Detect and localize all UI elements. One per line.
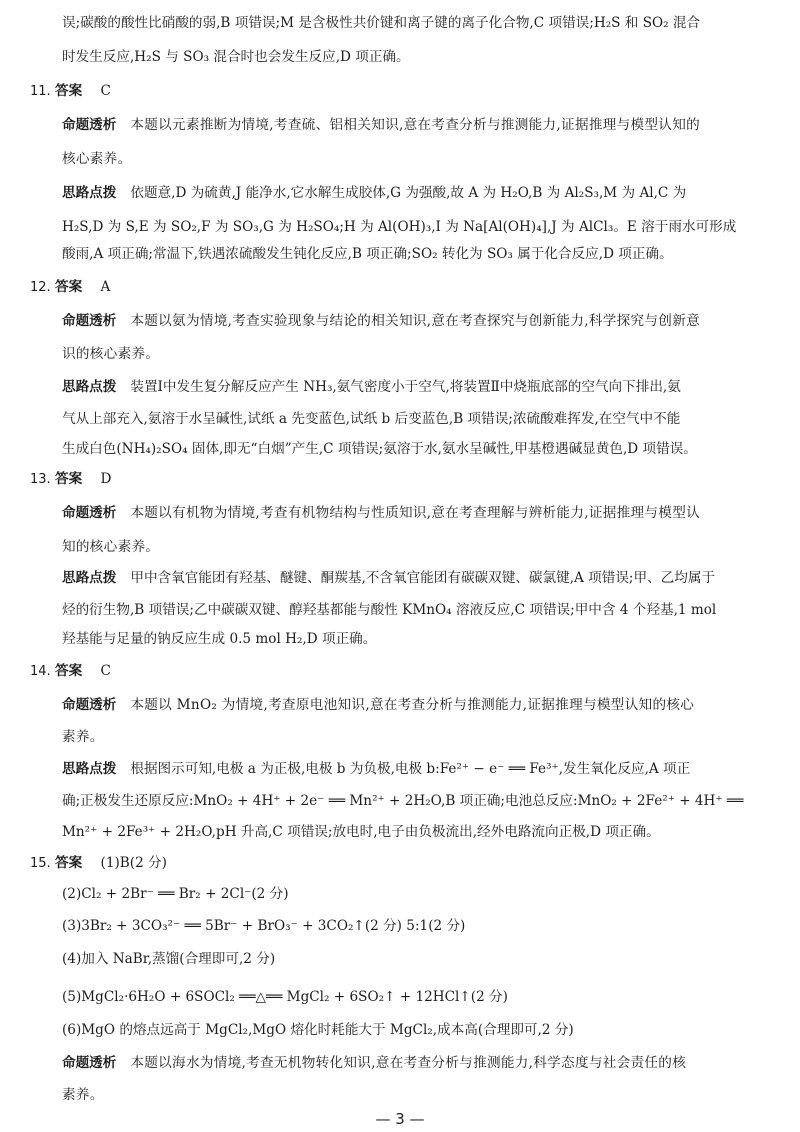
q13-hint-label: 思路点拨 — [62, 570, 117, 586]
q13-analysis-line-1 — [62, 504, 700, 522]
q15-answer-row — [30, 854, 167, 873]
q15-analysis-line-2: 素养。 — [62, 1087, 104, 1103]
q15-answer-4: (4)加入 NaBr,蒸馏(合理即可,2 分) — [62, 951, 276, 967]
page-number: — 3 — — [375, 1110, 425, 1128]
q13-answer-value: D — [100, 471, 112, 487]
q11-hint-label: 思路点拨 — [62, 185, 117, 201]
q14-hint-text: 根据图示可知,电极 a 为正极,电极 b 为负极,电极 b:Fe²⁺ − e⁻ ══ Fe³⁺,发生氧化反应,A 项正 — [130, 761, 691, 777]
q14-answer-value: C — [100, 663, 111, 679]
q14-hint-line-2: 确;正极发生还原反应:MnO₂ + 4H⁺ + 2e⁻ ══ Mn²⁺ + 2H₂O,B 项正确;电池总反应:MnO₂ + 2Fe²⁺ + 4H⁺ ══ — [62, 793, 744, 809]
q13-answer-row — [30, 470, 111, 489]
q15-analysis-text: 本题以海水为情境,考查无机物转化知识,意在考查分析与推测能力,科学态度与社会责任的核 — [130, 1055, 687, 1071]
q14-hint-line-3: Mn²⁺ + 2Fe³⁺ + 2H₂O,pH 升高,C 项错误;放电时,电子由负极流出,经外电路流向正极,D 项正确。 — [62, 824, 660, 840]
q14-number: 14. — [30, 664, 51, 679]
q15-answer-3: (3)3Br₂ + 3CO₃²⁻ ══ 5Br⁻ + BrO₃⁻ + 3CO₂↑(2 分) 5:1(2 分) — [62, 918, 466, 934]
q13-analysis-line-2: 知的核心素养。 — [62, 539, 160, 555]
q11-hint-line-2: H₂S,D 为 S,E 为 SO₂,F 为 SO₃,G 为 H₂SO₄;H 为 Al(OH)₃,I 为 Na[Al(OH)₄],J 为 AlCl₃。E 溶于雨水可形成 — [62, 219, 737, 235]
q11-analysis-line-1 — [62, 116, 700, 134]
q12-analysis-label: 命题透析 — [62, 313, 117, 329]
q15-answer-6: (6)MgO 的熔点远高于 MgCl₂,MgO 熔化时耗能大于 MgCl₂,成本高(合理即可,2 分) — [62, 1022, 574, 1038]
q11-answer-label: 答案 — [55, 83, 83, 99]
q12-hint-label: 思路点拨 — [62, 379, 117, 395]
q11-answer-row — [30, 82, 111, 101]
q11-answer-value: C — [100, 83, 111, 99]
q12-hint-line-1 — [62, 378, 681, 396]
q11-analysis-line-2: 核心素养。 — [62, 151, 132, 167]
q12-answer-value: A — [100, 279, 111, 295]
q14-hint-label: 思路点拨 — [62, 761, 117, 777]
q13-hint-line-1 — [62, 569, 715, 587]
q15-analysis-label: 命题透析 — [62, 1055, 117, 1071]
q15-answer-5: (5)MgCl₂·6H₂O + 6SOCl₂ ══△══ MgCl₂ + 6SO₂↑ + 12HCl↑(2 分) — [62, 989, 508, 1005]
q14-answer-label: 答案 — [55, 663, 83, 679]
q14-analysis-text: 本题以 MnO₂ 为情境,考查原电池知识,意在考查分析与推测能力,证据推理与模型认知的核心 — [130, 697, 695, 713]
q13-hint-line-3: 羟基能与足量的钠反应生成 0.5 mol H₂,D 项正确。 — [62, 631, 377, 647]
q14-hint-line-1 — [62, 760, 690, 778]
q12-hint-line-2: 气从上部充入,氨溶于水呈碱性,试纸 a 先变蓝色,试纸 b 后变蓝色,B 项错误;浓硫酸难挥发,在空气中不能 — [62, 411, 681, 427]
q12-analysis-line-2: 识的核心素养。 — [62, 346, 160, 362]
q14-analysis-line-2: 素养。 — [62, 729, 104, 745]
q12-answer-row — [30, 278, 110, 297]
q10-cont-line-1: 误;碳酸的酸性比硝酸的弱,B 项错误;M 是含极性共价键和离子键的离子化合物,C 项错误;H₂S 和 SO₂ 混合 — [62, 15, 701, 31]
q13-hint-text: 甲中含氧官能团有羟基、醚键、酮羰基,不含氧官能团有碳碳双键、碳氯键,A 项错误;甲、乙均属于 — [130, 570, 716, 586]
q12-answer-label: 答案 — [55, 279, 83, 295]
q15-number: 15. — [30, 856, 51, 871]
q15-answer-2: (2)Cl₂ + 2Br⁻ ══ Br₂ + 2Cl⁻(2 分) — [62, 886, 289, 902]
q15-answer-label: 答案 — [55, 855, 83, 871]
q14-answer-row — [30, 662, 111, 681]
q12-analysis-line-1 — [62, 312, 700, 330]
q13-answer-label: 答案 — [55, 471, 83, 487]
q12-hint-text: 装置Ⅰ中发生复分解反应产生 NH₃,氨气密度小于空气,将装置Ⅱ中烧瓶底部的空气向下排出,氨 — [130, 379, 681, 395]
q15-answer-1: (1)B(2 分) — [100, 855, 167, 871]
q14-analysis-label: 命题透析 — [62, 697, 117, 713]
q12-analysis-text: 本题以氨为情境,考查实验现象与结论的相关知识,意在考查探究与创新能力,科学探究与创新意 — [130, 313, 700, 329]
q13-analysis-text: 本题以有机物为情境,考查有机物结构与性质知识,意在考查理解与辨析能力,证据推理与模型认 — [130, 505, 700, 521]
q12-hint-line-3: 生成白色(NH₄)₂SO₄ 固体,即无“白烟”产生,C 项错误;氨溶于水,氨水呈碱性,甲基橙遇碱显黄色,D 项错误。 — [62, 441, 697, 457]
q12-number: 12. — [30, 280, 51, 295]
q11-hint-line-1 — [62, 184, 686, 202]
q11-analysis-label: 命题透析 — [62, 117, 117, 133]
q13-analysis-label: 命题透析 — [62, 505, 117, 521]
q11-hint-text: 依题意,D 为硫黄,J 能净水,它水解生成胶体,G 为强酸,故 A 为 H₂O,B 为 Al₂S₃,M 为 Al,C 为 — [130, 185, 687, 201]
q15-analysis-line-1 — [62, 1054, 686, 1072]
q11-analysis-text: 本题以元素推断为情境,考查硫、铝相关知识,意在考查分析与推测能力,证据推理与模型认知的 — [130, 117, 700, 133]
q13-number: 13. — [30, 472, 51, 487]
q11-hint-line-3: 酸雨,A 项正确;常温下,铁遇浓硫酸发生钝化反应,B 项正确;SO₂ 转化为 SO₃ 属于化合反应,D 项正确。 — [62, 246, 673, 262]
q14-analysis-line-1 — [62, 696, 694, 714]
q11-number: 11. — [30, 84, 51, 99]
q10-cont-line-2: 时发生反应,H₂S 与 SO₃ 混合时也会发生反应,D 项正确。 — [62, 49, 410, 65]
q13-hint-line-2: 烃的衍生物,B 项错误;乙中碳碳双键、醇羟基都能与酸性 KMnO₄ 溶液反应,C 项错误;甲中含 4 个羟基,1 mol — [62, 602, 717, 618]
